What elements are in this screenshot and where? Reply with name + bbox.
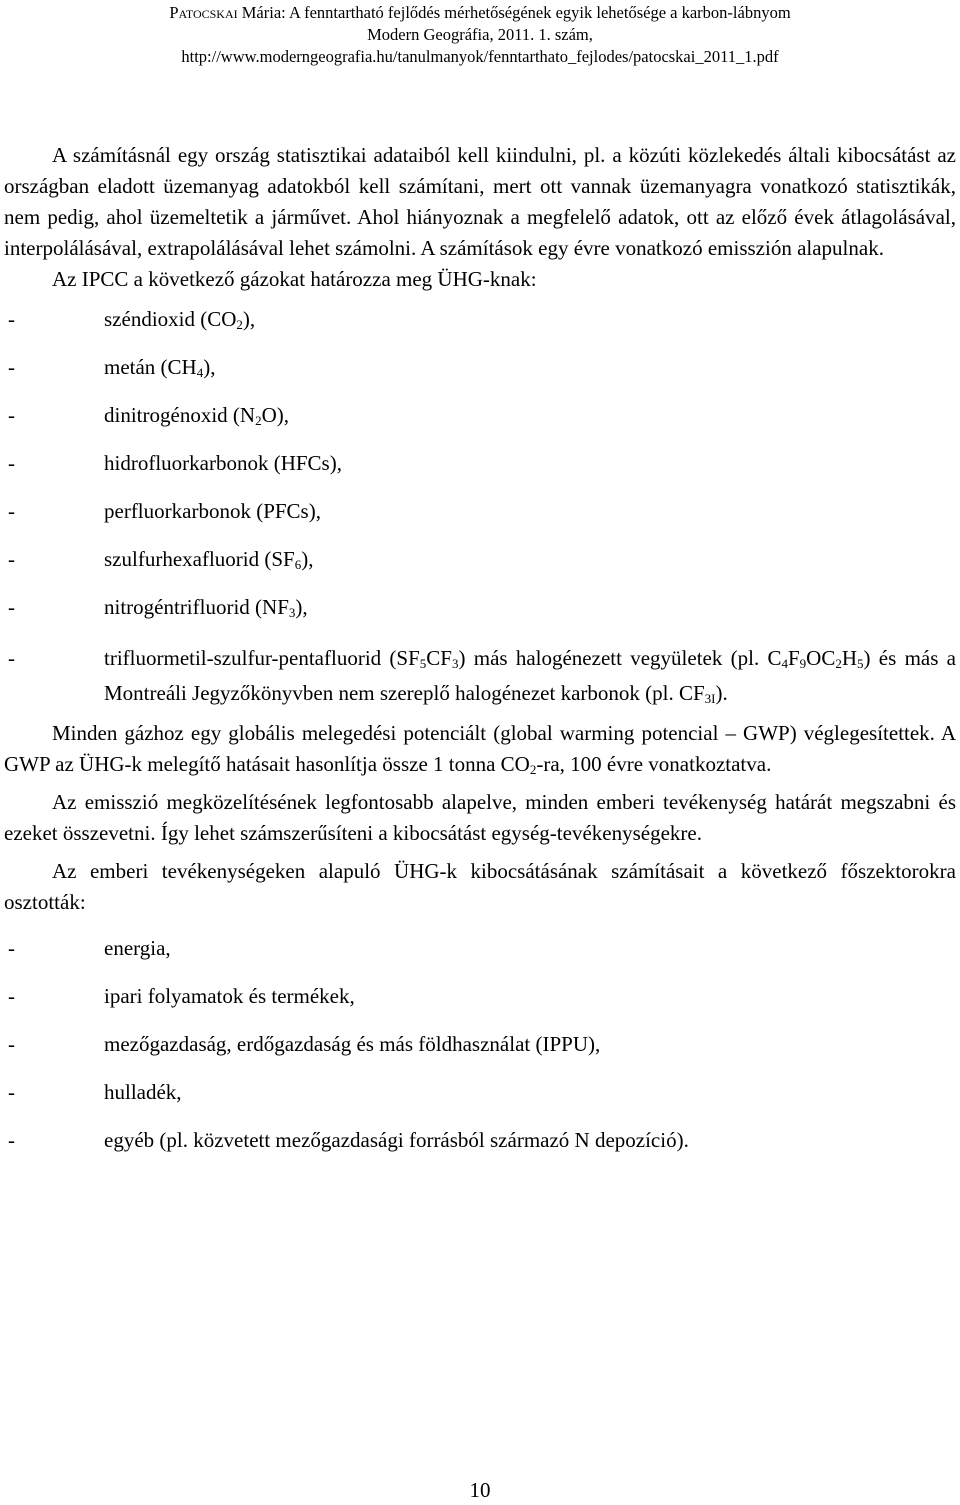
paragraph-approach: Az emisszió megközelítésének legfontosabb alapelve, minden emberi tevékenység határát megszabni és ezeket összevetni. Így lehet számszerűsíteni a kibocsátást egység-tevékenységekre.	[4, 790, 956, 845]
gas-item-n2o: - dinitrogénoxid $(N_2O)$,	[4, 400, 956, 431]
gas-item-ch4: - metán $(CH_4)$,	[4, 352, 956, 383]
list-dash: -	[8, 355, 15, 379]
header-author: Patocskai	[169, 3, 238, 22]
sector-item: - egyéb (pl. közvetett mezőgazdasági forrásból származó N depozíció).	[4, 1125, 956, 1156]
header-title: Mária: A fenntartható fejlődés mérhetőségének egyik lehetősége a karbon-lábnyom	[237, 3, 791, 22]
list-dash: -	[8, 451, 15, 475]
list-dash: -	[8, 984, 15, 1008]
list-dash: -	[8, 646, 15, 670]
list-dash: -	[8, 403, 15, 427]
paragraph-sectors-intro: Az emberi tevékenységeken alapuló ÜHG-k kibocsátásának számításait a következő főszektorokra osztották:	[4, 859, 956, 914]
list-dash: -	[8, 1128, 15, 1152]
sector-list	[4, 933, 956, 1156]
list-dash: -	[8, 595, 15, 619]
list-dash: -	[8, 936, 15, 960]
list-dash: -	[8, 307, 15, 331]
sector-item: - energia,	[4, 933, 956, 964]
sector-item: - mezőgazdaság, erdőgazdaság és más földhasználat (IPPU),	[4, 1029, 956, 1060]
header-url: http://www.moderngeografia.hu/tanulmanyok/fenntarthato_fejlodes/patocskai_2011_1.pdf	[181, 47, 779, 66]
paragraph-calculation: A számításnál egy ország statisztikai adataiból kell kiindulni, pl. a közúti közlekedés általi kibocsátást az országban eladott üzemanyag adatokból kell számítani, mert ott vannak üzemanyagra vonatkozó statisztikák, nem pedig, ahol üzemeltetik a járművet. Ahol hiányoznak a megfelelő adatok, ott az előző évek átlagolásával, interpolálásával, extrapolálásával lehet számolni. A számítások egy évre vonatkozó emisszión alapulnak.	[4, 143, 956, 260]
gas-item-hfc: - hidrofluorkarbonok (HFCs),	[4, 448, 956, 479]
paragraph-ipcc-intro: Az IPCC a következő gázokat határozza meg ÜHG-knak:	[52, 267, 537, 291]
document-body	[4, 140, 956, 1156]
gas-item-sf6: - szulfurhexafluorid $(SF_6)$,	[4, 544, 956, 575]
gas-item-other-halogenated: - trifluormetil-szulfur-pentafluorid $(SF_5CF_3)$ más halogénezett vegyületek (pl. $C_4F_9OC_2H_5$) és más a Montreáli Jegyzőkönyvben nem szereplő halogénezet karbonok (pl. $CF_{3I}$).	[4, 641, 956, 711]
sector-item: - hulladék,	[4, 1077, 956, 1108]
header-citation-line	[0, 0, 960, 24]
list-dash: -	[8, 1032, 15, 1056]
list-dash: -	[8, 499, 15, 523]
header-journal: Modern Geográfia, 2011. 1. szám,	[367, 25, 593, 44]
gas-item-pfc: - perfluorkarbonok (PFCs),	[4, 496, 956, 527]
sector-item: - ipari folyamatok és termékek,	[4, 981, 956, 1012]
paragraph-gwp: Minden gázhoz egy globális melegedési potenciált (global warming potencial – GWP) véglegesítettek. A GWP az ÜHG-k melegítő hatásait hasonlítja össze 1 tonna $CO_2-ra$, 100 évre vonatkoztatva.	[4, 721, 956, 777]
list-dash: -	[8, 547, 15, 571]
gas-item-co2: - széndioxid $(CO_2)$,	[4, 304, 956, 335]
list-dash: -	[8, 1080, 15, 1104]
gas-list	[4, 304, 956, 623]
gas-item-nf3: - nitrogéntrifluorid $(NF_3)$,	[4, 592, 956, 623]
page-header	[0, 0, 960, 68]
page-number: 10	[469, 1478, 491, 1502]
